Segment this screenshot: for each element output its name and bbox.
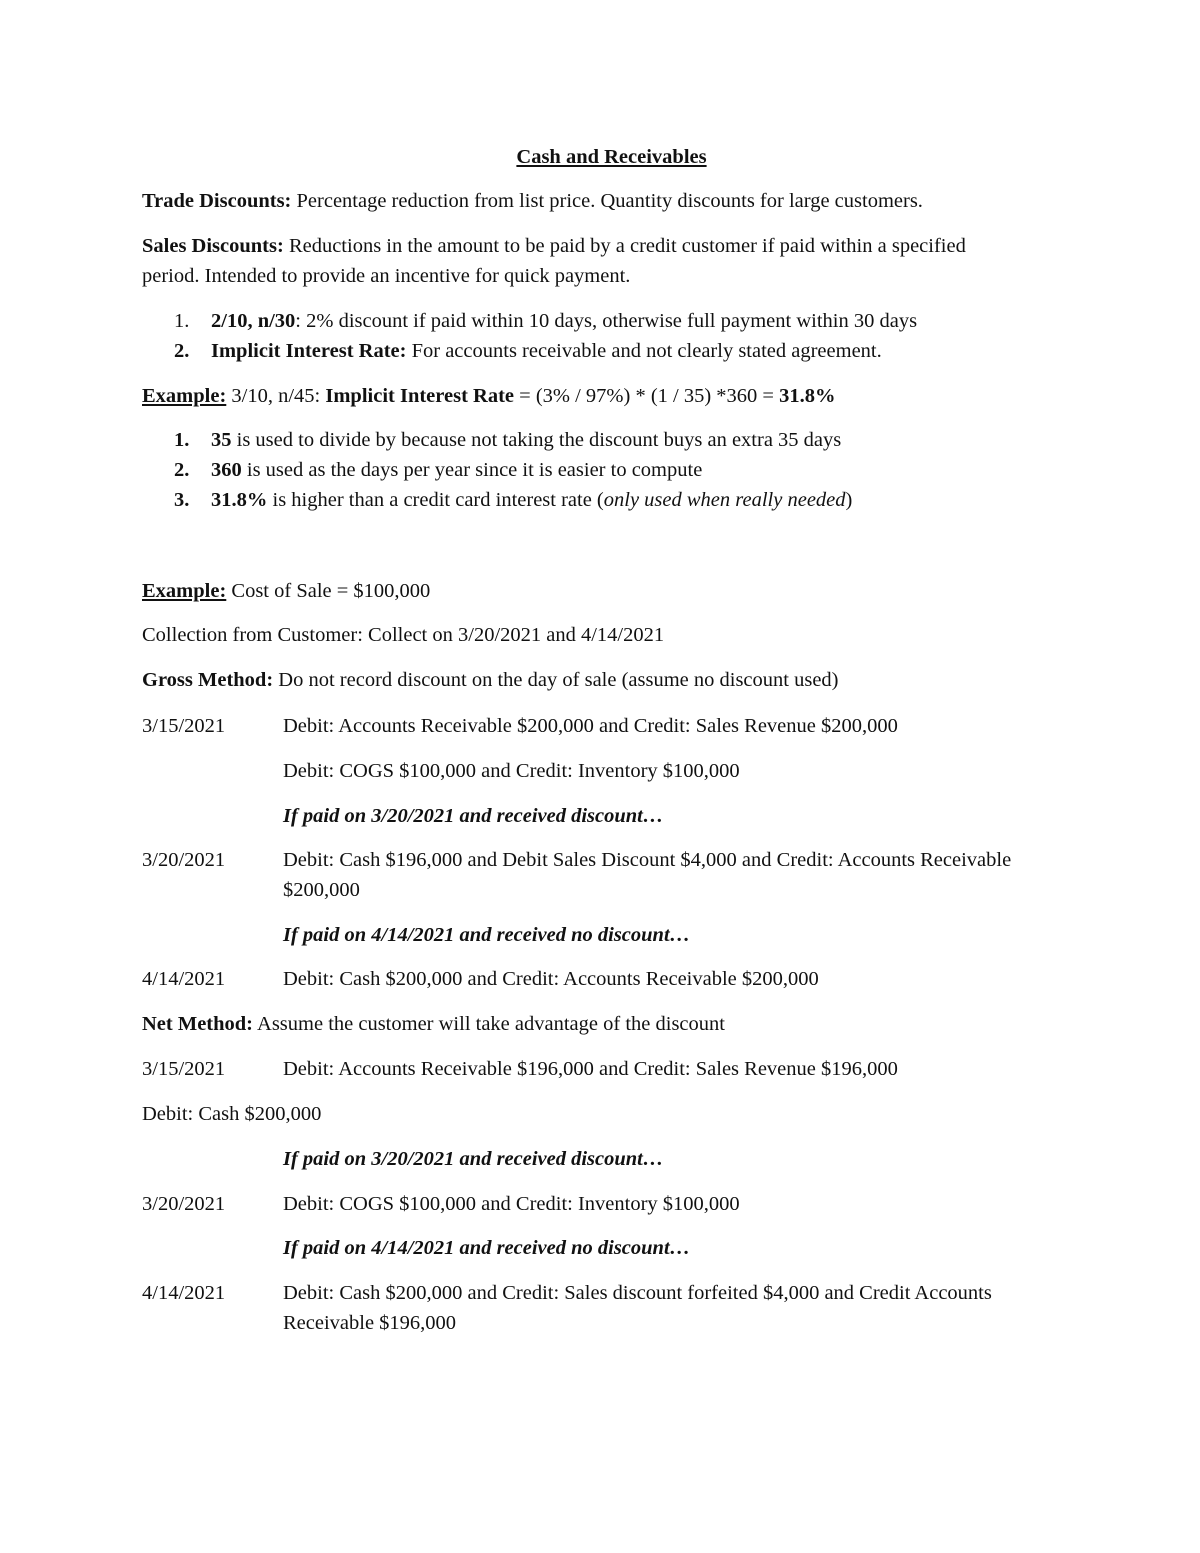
net-method-text: Assume the customer will take advantage of the discount (253, 1013, 725, 1035)
list-item-text: is used as the days per year since it is easier to compute (241, 459, 703, 481)
rate-result: 31.8% (779, 385, 836, 407)
entry-date: 3/20/2021 (142, 1193, 226, 1215)
list-item-bold: Implicit Interest Rate: (211, 340, 407, 362)
list-item-italic: only used when really needed (603, 489, 846, 511)
loose-debit-line: Debit: Cash $200,000 (142, 1103, 322, 1125)
entry-continuation: Debit: COGS $100,000 and Credit: Inventory $100,000 (283, 760, 740, 782)
example-label: Example: (142, 580, 227, 602)
collection-paragraph: Collection from Customer: Collect on 3/20/2021 and 4/14/2021 (142, 624, 665, 646)
payment-note: If paid on 4/14/2021 and received no discount… (283, 1237, 691, 1259)
entry-date: 3/15/2021 (142, 1058, 226, 1080)
rate-formula: = (3% / 97%) * (1 / 35) *360 = (514, 385, 780, 407)
list-item-bold: 360 (211, 459, 242, 481)
payment-note: If paid on 3/20/2021 and received discount… (283, 1148, 664, 1170)
entry-description: Debit: Accounts Receivable $196,000 and Credit: Sales Revenue $196,000 (283, 1058, 898, 1080)
payment-note: If paid on 4/14/2021 and received no discount… (283, 924, 691, 946)
list-number: 1. (174, 310, 190, 332)
example-label: Example: (142, 385, 227, 407)
list-item-text: : 2% discount if paid within 10 days, otherwise full payment within 30 days (295, 310, 918, 332)
list-item-end: ) (845, 489, 853, 511)
entry-date: 4/14/2021 (142, 1282, 226, 1304)
sales-discounts-text: Reductions in the amount to be paid by a credit customer if paid within a specified period. Intended to provide an incentive for quick payment. (142, 235, 966, 287)
entry-description: Debit: Accounts Receivable $200,000 and Credit: Sales Revenue $200,000 (283, 715, 898, 737)
example-terms: 3/10, n/45: (226, 385, 326, 407)
example-interest-paragraph (142, 381, 1032, 411)
entry-description: Debit: COGS $100,000 and Credit: Inventory $100,000 (283, 1193, 740, 1215)
trade-discounts-paragraph (142, 186, 1032, 216)
net-method-label: Net Method: (142, 1013, 254, 1035)
entry-description: Debit: Cash $200,000 and Credit: Accounts Receivable $200,000 (283, 968, 819, 990)
list-number: 1. (174, 429, 190, 451)
entry-date: 3/20/2021 (142, 849, 226, 871)
entry-date: 4/14/2021 (142, 968, 226, 990)
gross-method-text: Do not record discount on the day of sale (assume no discount used) (273, 669, 839, 691)
list-item-text: is higher than a credit card interest rate ( (267, 489, 604, 511)
entry-description: Debit: Cash $200,000 and Credit: Sales discount forfeited $4,000 and Credit Accounts Receivable $196,000 (283, 1282, 992, 1334)
list-item-bold: 2/10, n/30 (211, 310, 296, 332)
page-title: Cash and Receivables (516, 146, 707, 168)
example-sale-paragraph (142, 576, 1032, 606)
payment-note: If paid on 3/20/2021 and received discount… (283, 805, 664, 827)
entry-description: Debit: Cash $196,000 and Debit Sales Discount $4,000 and Credit: Accounts Receivable $200,000 (283, 849, 1012, 901)
net-method-paragraph (142, 1009, 1032, 1039)
trade-discounts-text: Percentage reduction from list price. Quantity discounts for large customers. (291, 190, 923, 212)
list-item-bold: 35 (211, 429, 232, 451)
list-item-bold: 31.8% (211, 489, 268, 511)
example-sale-text: Cost of Sale = $100,000 (226, 580, 431, 602)
list-number: 2. (174, 459, 190, 481)
trade-discounts-label: Trade Discounts: (142, 190, 292, 212)
list-item-text: For accounts receivable and not clearly stated agreement. (406, 340, 882, 362)
implicit-rate-label: Implicit Interest Rate (325, 385, 515, 407)
list-item-text: is used to divide by because not taking the discount buys an extra 35 days (231, 429, 842, 451)
list-number: 3. (174, 489, 190, 511)
list-number: 2. (174, 340, 190, 362)
sales-discounts-label: Sales Discounts: (142, 235, 284, 257)
entry-date: 3/15/2021 (142, 715, 226, 737)
gross-method-label: Gross Method: (142, 669, 274, 691)
gross-method-paragraph (142, 665, 1032, 695)
sales-discounts-paragraph (142, 231, 1012, 291)
